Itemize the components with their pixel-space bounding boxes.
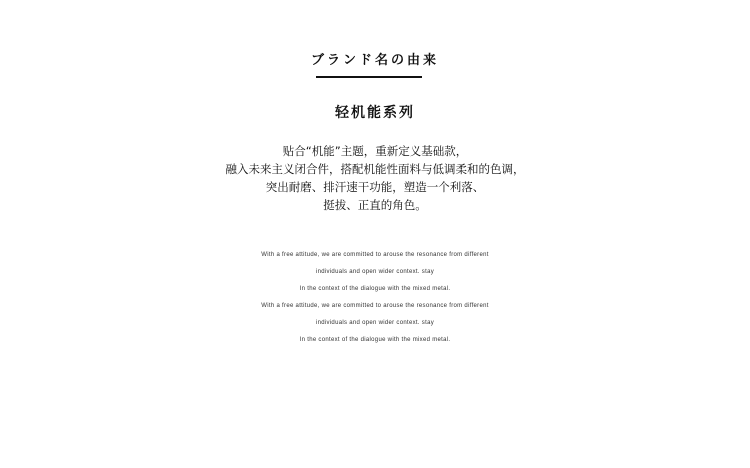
english-description xyxy=(0,247,750,349)
english-description-line: individuals and open wider context. stay xyxy=(315,269,435,275)
chinese-description-line: 融入未来主义闭合件，搭配机能性面料与低调柔和的色调， xyxy=(225,162,525,176)
english-description-line: individuals and open wider context. stay xyxy=(315,320,435,326)
english-description-line: With a free attitude, we are committed to arouse the resonance from different xyxy=(261,303,489,309)
chinese-description-line: 贴合“机能”主题，重新定义基础款， xyxy=(282,144,468,158)
chinese-description-line: 挺拔、正直的角色。 xyxy=(323,198,427,212)
title-underline xyxy=(316,76,422,78)
chinese-description xyxy=(0,142,750,214)
brand-title: ブランド名の由来 xyxy=(310,53,439,68)
english-description-line: In the context of the dialogue with the mixed metal. xyxy=(299,286,451,292)
english-description-line: With a free attitude, we are committed to arouse the resonance from different xyxy=(261,252,489,258)
english-description-line: In the context of the dialogue with the mixed metal. xyxy=(299,337,451,343)
chinese-description-line: 突出耐磨、排汗速干功能，塑造一个利落、 xyxy=(265,180,485,194)
section-heading: 轻机能系列 xyxy=(335,105,415,121)
